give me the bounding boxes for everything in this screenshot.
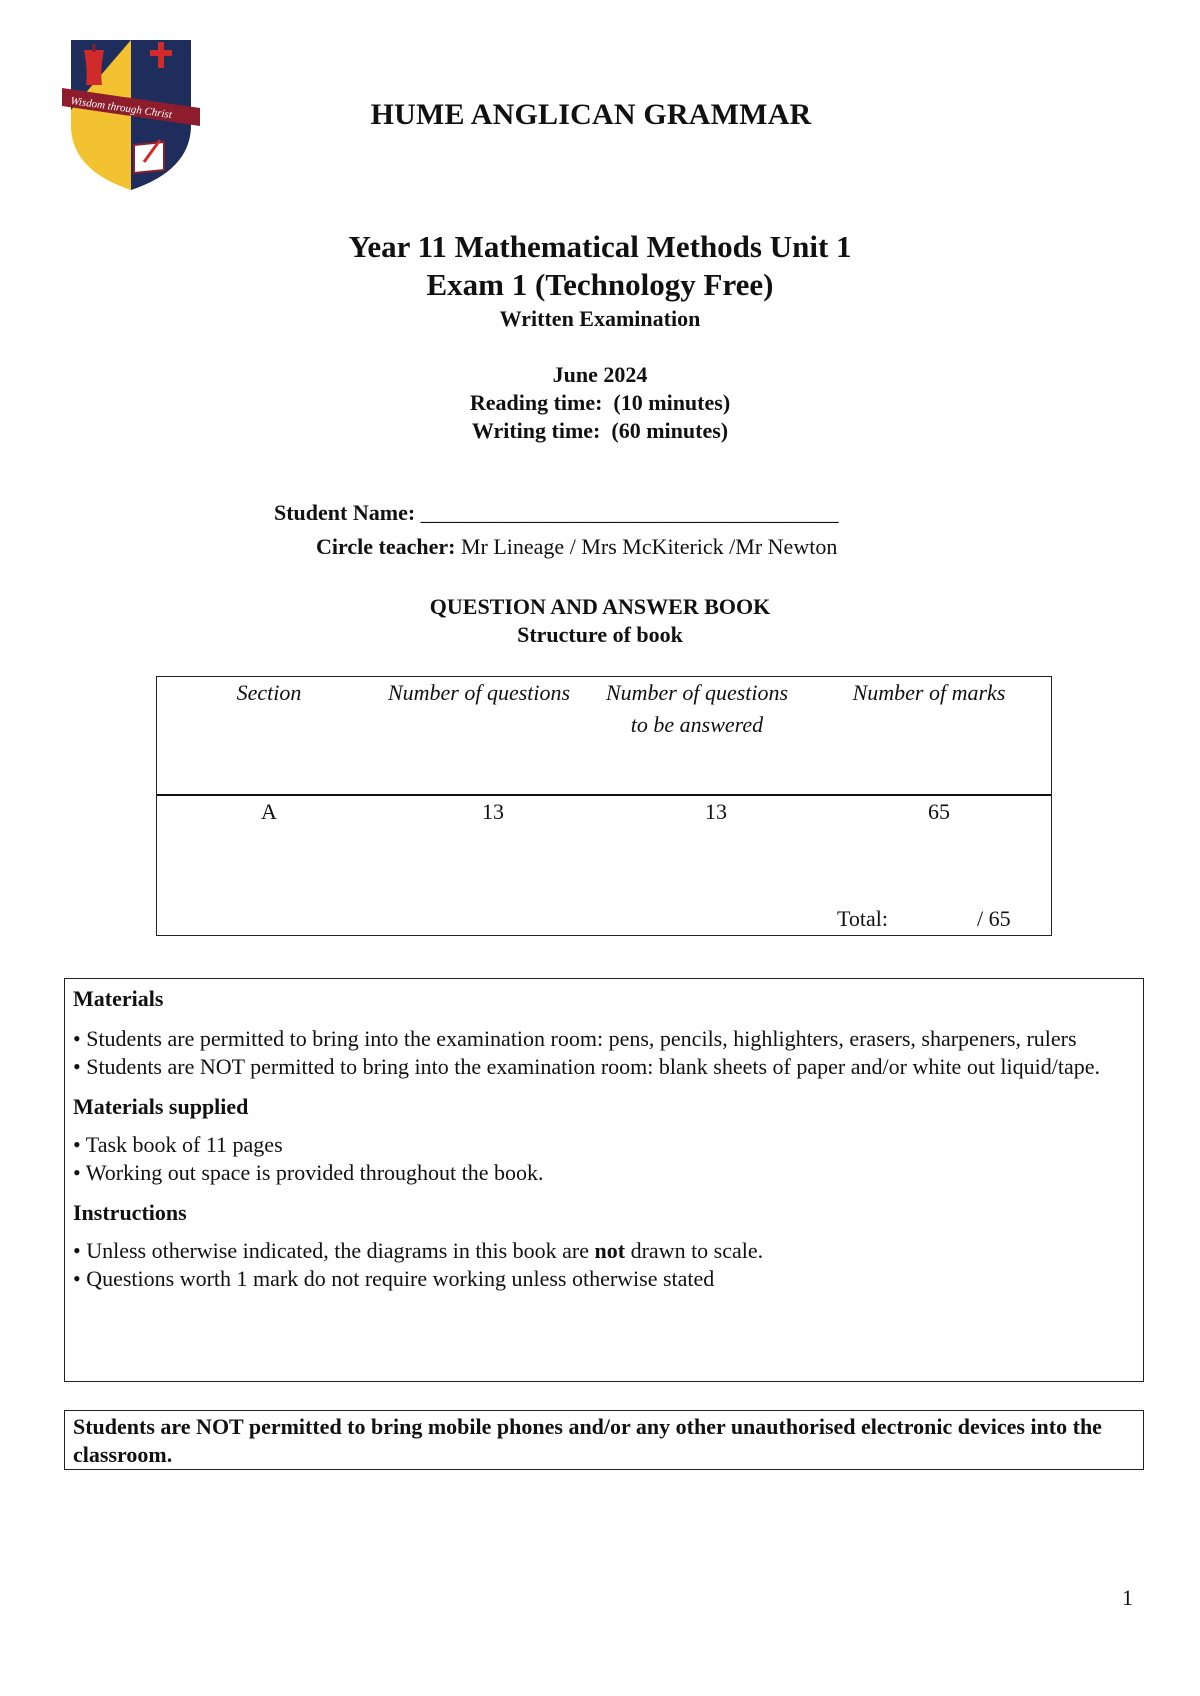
instructions-item: • Questions worth 1 mark do not require working unless otherwise stated <box>73 1266 715 1291</box>
student-name-line[interactable]: ______________________________________ <box>420 500 839 525</box>
header-section: Section <box>236 680 302 705</box>
student-name-label: Student Name: <box>274 500 416 525</box>
cell-questions: 13 <box>482 799 504 824</box>
page-number: 1 <box>1122 1585 1133 1610</box>
header-number-of-marks: Number of marks <box>852 680 1006 705</box>
materials-heading: Materials <box>73 986 164 1011</box>
exam-subtitle: Exam 1 (Technology Free) <box>426 267 774 302</box>
exam-date: June 2024 <box>552 362 648 387</box>
cell-section: A <box>261 799 277 824</box>
book-subtitle: Structure of book <box>517 622 683 647</box>
header-questions-to-answer: Number of questions to be answered <box>605 680 789 737</box>
reading-time: Reading time: (10 minutes) <box>469 390 731 415</box>
school-name: HUME ANGLICAN GRAMMAR <box>370 98 812 131</box>
header-number-of-questions: Number of questions <box>387 680 571 705</box>
materials-item: • Students are NOT permitted to bring into the examination room: blank sheets of paper and/or white out liquid/tape. <box>73 1054 1101 1079</box>
student-name-field[interactable] <box>274 500 839 526</box>
materials-box <box>64 978 1144 1382</box>
total-label: Total: <box>837 906 889 931</box>
cell-marks: 65 <box>928 799 950 824</box>
circle-teacher <box>316 534 837 560</box>
materials-supplied-item: • Working out space is provided throughout the book. <box>73 1160 544 1185</box>
instructions-item: • Unless otherwise indicated, the diagrams in this book are not drawn to scale. <box>73 1238 764 1263</box>
writing-time: Writing time: (60 minutes) <box>471 418 729 443</box>
cell-questions-answered: 13 <box>705 799 727 824</box>
mobile-phone-warning: Students are NOT permitted to bring mobile phones and/or any other unauthorised electronic devices into the classroom. <box>64 1410 1144 1470</box>
teacher-options[interactable]: Mr Lineage / Mrs McKiterick /Mr Newton <box>455 534 838 559</box>
structure-table <box>156 676 1052 936</box>
materials-item: • Students are permitted to bring into the examination room: pens, pencils, highlighters, erasers, sharpeners, rulers <box>73 1026 1077 1051</box>
materials-supplied-heading: Materials supplied <box>73 1094 249 1119</box>
book-title: QUESTION AND ANSWER BOOK <box>429 594 771 619</box>
total-value[interactable]: / 65 <box>977 906 1011 931</box>
instructions-heading: Instructions <box>73 1200 187 1225</box>
crest-motto: Wisdom through Christ <box>69 94 173 122</box>
exam-type: Written Examination <box>499 306 701 331</box>
materials-supplied-item: • Task book of 11 pages <box>73 1132 283 1157</box>
exam-title: Year 11 Mathematical Methods Unit 1 <box>348 229 852 264</box>
teacher-label: Circle teacher: <box>316 534 456 559</box>
